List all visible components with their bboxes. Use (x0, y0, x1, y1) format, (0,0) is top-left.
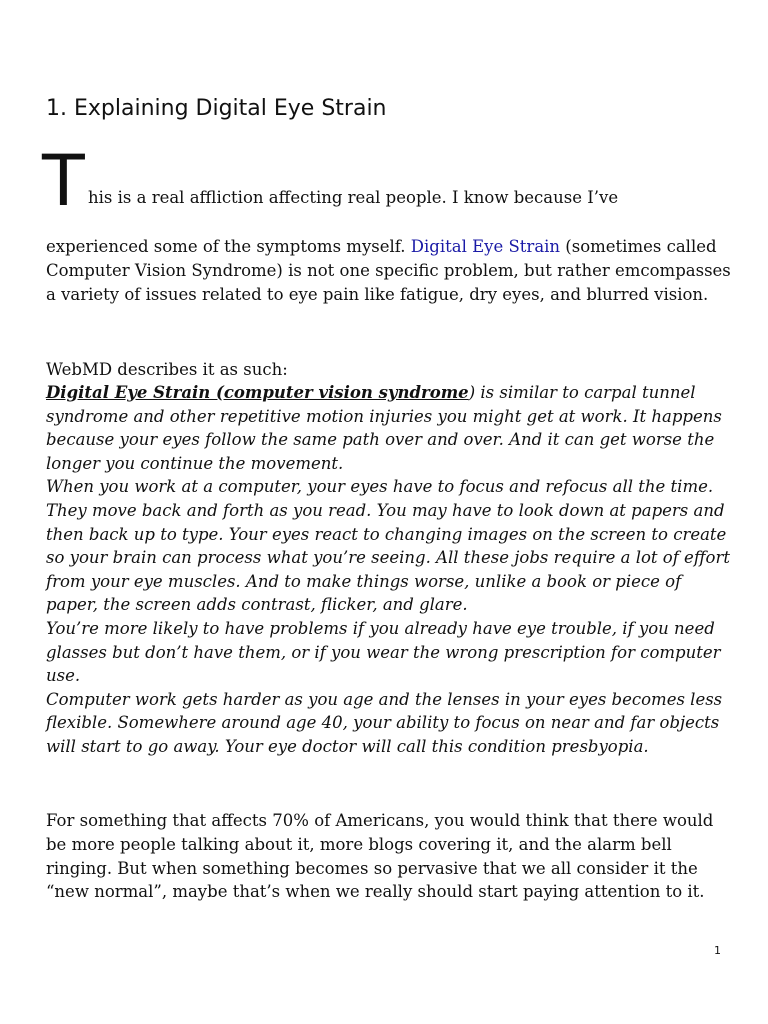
drop-cap: T (42, 140, 85, 222)
intro-first-line: his is a real affliction affecting real people. I know because I’ve (88, 188, 619, 207)
quote-paragraph-2: When you work at a computer, your eyes have to focus and refocus all the time. They move back and forth as you read. You may have to look down at papers and then back up to type. Your eyes react to changing images on the screen to create so your brain can process what you’re seeing. All these jobs require a lot of effort from your eye muscles. And to make things worse, unlike a book or piece of paper, the screen adds contrast, flicker, and glare. (46, 477, 730, 615)
digital-eye-strain-link[interactable]: Digital Eye Strain (410, 237, 561, 256)
intro-paragraph (46, 235, 736, 306)
quote-term: Digital Eye Strain (computer vision syndrome (46, 383, 469, 402)
quote-paragraph-1-rest: is similar to carpal tunnel syndrome and other repetitive motion injuries you might get at work. It happens because your eyes follow the same path over and over. And it can get worse the longer you continue the movement. (46, 383, 722, 473)
quote-term-close: ) (468, 383, 476, 402)
webmd-quote (46, 381, 736, 759)
section-heading: 1. Explaining Digital Eye Strain (46, 96, 387, 121)
quote-paragraph-3: You’re more likely to have problems if you already have eye trouble, if you need glasses but don’t have them, or if you wear the wrong prescription for computer use. (46, 618, 721, 686)
page-number: 1 (714, 944, 721, 957)
quote-paragraph-1 (46, 381, 736, 475)
intro-text-after-link: (sometimes called Computer Vision Syndrome) is not one specific problem, but rather emcompasses a variety of issues related to eye pain like fatigue, dry eyes, and blurred vision. (46, 237, 731, 304)
closing-paragraph: For something that affects 70% of Americans, you would think that there would be more people talking about it, more blogs covering it, and the alarm bell ringing. But when something becomes so pervasive that we all consider it the “new normal”, maybe that’s when we really should start paying attention to it. (46, 811, 714, 902)
quote-paragraph-4: Computer work gets harder as you age and the lenses in your eyes becomes less flexible. Somewhere around age 40, your ability to focus on near and far objects will start to go away. Your eye doctor will call this condition presbyopia. (46, 689, 723, 756)
webmd-intro: WebMD describes it as such: (46, 360, 288, 379)
intro-text-before-link: experienced some of the symptoms myself. (46, 237, 411, 256)
